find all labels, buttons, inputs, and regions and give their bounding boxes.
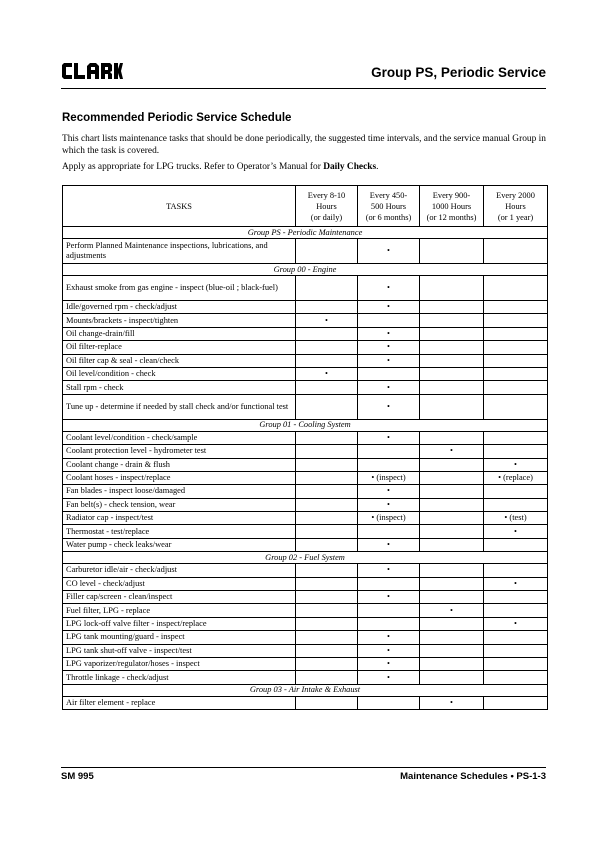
interval-cell-3: [420, 564, 484, 577]
interval-cell-4: •: [484, 525, 548, 538]
task-cell: Oil filter-replace: [63, 341, 296, 354]
interval-cell-3: •: [420, 696, 484, 709]
interval-cell-1: [296, 696, 358, 709]
table-row: [63, 564, 548, 577]
task-cell: Coolant hoses - inspect/replace: [63, 471, 296, 484]
table-row: [63, 671, 548, 684]
interval-cell-3: [420, 394, 484, 419]
interval-cell-2: •: [358, 644, 420, 657]
interval-cell-4: [484, 604, 548, 617]
interval-cell-2: [358, 617, 420, 630]
task-cell: Coolant change - drain & flush: [63, 458, 296, 471]
table-row: [63, 617, 548, 630]
interval-cell-2: •: [358, 431, 420, 444]
table-row: [63, 604, 548, 617]
interval-cell-3: [420, 577, 484, 590]
interval-cell-2: [358, 577, 420, 590]
interval-cell-4: [484, 239, 548, 264]
footer-page-ref: Maintenance Schedules • PS-1-3: [400, 771, 546, 782]
group-header-row: [63, 227, 548, 239]
task-cell: LPG lock-off valve filter - inspect/replace: [63, 617, 296, 630]
interval-cell-1: [296, 631, 358, 644]
interval-cell-4: • (test): [484, 512, 548, 525]
interval-cell-4: •: [484, 617, 548, 630]
table-row: [63, 577, 548, 590]
table-row: [63, 525, 548, 538]
group-header-row: [63, 552, 548, 564]
interval-cell-2: •: [358, 564, 420, 577]
interval-cell-4: •: [484, 458, 548, 471]
task-cell: Oil level/condition - check: [63, 367, 296, 380]
interval-cell-2: [358, 525, 420, 538]
footer-manual-id: SM 995: [61, 771, 94, 782]
interval-cell-1: [296, 617, 358, 630]
table-row: [63, 381, 548, 394]
interval-cell-1: [296, 445, 358, 458]
group-header-row: [63, 264, 548, 276]
interval-cell-1: [296, 591, 358, 604]
interval-cell-2: [358, 445, 420, 458]
intro-text: [62, 133, 548, 177]
interval-cell-2: •: [358, 327, 420, 340]
header-line: Hours: [316, 201, 337, 211]
table-row: [63, 644, 548, 657]
interval-cell-4: [484, 445, 548, 458]
table-row: [63, 431, 548, 444]
table-header-row: [63, 186, 548, 227]
table-body: [63, 227, 548, 710]
interval-cell-1: [296, 354, 358, 367]
task-cell: Carburetor idle/air - check/adjust: [63, 564, 296, 577]
interval-cell-2: •: [358, 301, 420, 314]
interval-cell-3: [420, 341, 484, 354]
task-cell: Exhaust smoke from gas engine - inspect (blue-oil ; black-fuel): [63, 276, 296, 301]
interval-cell-3: [420, 512, 484, 525]
interval-cell-4: [484, 657, 548, 670]
table-row: [63, 471, 548, 484]
interval-cell-3: [420, 631, 484, 644]
interval-cell-2: •: [358, 657, 420, 670]
group-label: Group 01 - Cooling System: [63, 419, 548, 431]
interval-cell-4: [484, 671, 548, 684]
table-row: [63, 327, 548, 340]
table-row: [63, 458, 548, 471]
interval-cell-3: [420, 381, 484, 394]
interval-cell-1: [296, 458, 358, 471]
header-line: Every 900-: [432, 190, 471, 200]
interval-cell-1: [296, 525, 358, 538]
interval-cell-4: [484, 341, 548, 354]
interval-cell-2: [358, 367, 420, 380]
interval-cell-1: [296, 381, 358, 394]
interval-cell-4: [484, 367, 548, 380]
interval-cell-1: [296, 512, 358, 525]
interval-cell-2: •: [358, 276, 420, 301]
table-row: [63, 657, 548, 670]
interval-cell-1: [296, 538, 358, 551]
interval-cell-2: [358, 604, 420, 617]
interval-cell-1: •: [296, 367, 358, 380]
section-title: Recommended Periodic Service Schedule: [62, 112, 292, 124]
intro-paragraph-2: [62, 161, 548, 173]
footer-rule: [61, 767, 546, 768]
task-cell: Air filter element - replace: [63, 696, 296, 709]
interval-cell-3: [420, 327, 484, 340]
interval-cell-4: [484, 381, 548, 394]
header-line: Every 8-10: [307, 190, 346, 200]
header-line: Hours: [505, 201, 526, 211]
group-label: Group 00 - Engine: [63, 264, 548, 276]
header-interval-3: [420, 186, 484, 227]
task-cell: Throttle linkage - check/adjust: [63, 671, 296, 684]
interval-cell-1: [296, 341, 358, 354]
intro-p2-suffix: .: [376, 162, 379, 172]
group-label: Group PS - Periodic Maintenance: [63, 227, 548, 239]
header-line: (or 6 months): [365, 212, 412, 222]
task-cell: Perform Planned Maintenance inspections, lubrications, and adjustments: [63, 239, 296, 264]
interval-cell-1: •: [296, 314, 358, 327]
task-cell: LPG vaporizer/regulator/hoses - inspect: [63, 657, 296, 670]
task-cell: Oil change-drain/fill: [63, 327, 296, 340]
interval-cell-3: [420, 471, 484, 484]
task-cell: Stall rpm - check: [63, 381, 296, 394]
task-cell: Water pump - check leaks/wear: [63, 538, 296, 551]
interval-cell-3: [420, 301, 484, 314]
header-interval-2: [358, 186, 420, 227]
interval-cell-2: • (inspect): [358, 471, 420, 484]
interval-cell-4: • (replace): [484, 471, 548, 484]
group-header-row: [63, 419, 548, 431]
table-row: [63, 538, 548, 551]
interval-cell-2: •: [358, 394, 420, 419]
interval-cell-1: [296, 431, 358, 444]
interval-cell-2: • (inspect): [358, 512, 420, 525]
task-cell: Idle/governed rpm - check/adjust: [63, 301, 296, 314]
interval-cell-1: [296, 471, 358, 484]
interval-cell-4: •: [484, 577, 548, 590]
interval-cell-3: [420, 525, 484, 538]
header-tasks: TASKS: [63, 186, 296, 227]
header-line: (or daily): [310, 212, 343, 222]
header-line: Every 450-: [369, 190, 408, 200]
task-cell: LPG tank shut-off valve - inspect/test: [63, 644, 296, 657]
daily-checks-emphasis: Daily Checks: [323, 162, 377, 172]
intro-p2-prefix: Apply as appropriate for LPG trucks. Refer to Operator’s Manual for: [62, 162, 324, 172]
task-cell: CO level - check/adjust: [63, 577, 296, 590]
table-row: [63, 276, 548, 301]
table-row: [63, 445, 548, 458]
header-interval-1: [296, 186, 358, 227]
interval-cell-4: [484, 696, 548, 709]
table-row: [63, 591, 548, 604]
task-cell: Coolant protection level - hydrometer test: [63, 445, 296, 458]
interval-cell-4: [484, 354, 548, 367]
interval-cell-2: [358, 696, 420, 709]
task-cell: Oil filter cap & seal - clean/check: [63, 354, 296, 367]
table-row: [63, 301, 548, 314]
table-row: [63, 512, 548, 525]
header-line: (or 12 months): [426, 212, 477, 222]
table-row: [63, 696, 548, 709]
interval-cell-3: [420, 367, 484, 380]
table-row: [63, 485, 548, 498]
interval-cell-3: [420, 657, 484, 670]
interval-cell-2: •: [358, 381, 420, 394]
interval-cell-2: •: [358, 354, 420, 367]
interval-cell-3: [420, 314, 484, 327]
interval-cell-1: [296, 564, 358, 577]
header-line: 500 Hours: [370, 201, 407, 211]
header-rule: [61, 88, 546, 89]
interval-cell-2: [358, 458, 420, 471]
interval-cell-4: [484, 538, 548, 551]
table-row: [63, 631, 548, 644]
table-row: [63, 314, 548, 327]
table-row: [63, 341, 548, 354]
service-schedule-table: [62, 185, 548, 710]
interval-cell-4: [484, 327, 548, 340]
interval-cell-2: •: [358, 485, 420, 498]
interval-cell-3: [420, 538, 484, 551]
interval-cell-3: [420, 239, 484, 264]
task-cell: Tune up - determine if needed by stall check and/or functional test: [63, 394, 296, 419]
header-line: 1000 Hours: [431, 201, 472, 211]
header-interval-4: [484, 186, 548, 227]
interval-cell-4: [484, 276, 548, 301]
header-line: Every 2000: [496, 190, 535, 200]
interval-cell-1: [296, 301, 358, 314]
interval-cell-4: [484, 644, 548, 657]
task-cell: Thermostat - test/replace: [63, 525, 296, 538]
interval-cell-3: [420, 591, 484, 604]
interval-cell-2: •: [358, 239, 420, 264]
interval-cell-2: •: [358, 591, 420, 604]
interval-cell-3: [420, 431, 484, 444]
interval-cell-1: [296, 657, 358, 670]
interval-cell-4: [484, 394, 548, 419]
group-header-row: [63, 684, 548, 696]
task-cell: Fan belt(s) - check tension, wear: [63, 498, 296, 511]
table-row: [63, 367, 548, 380]
interval-cell-1: [296, 644, 358, 657]
interval-cell-2: [358, 314, 420, 327]
interval-cell-2: •: [358, 538, 420, 551]
table-row: [63, 394, 548, 419]
interval-cell-1: [296, 671, 358, 684]
interval-cell-1: [296, 276, 358, 301]
interval-cell-1: [296, 604, 358, 617]
group-label: Group 02 - Fuel System: [63, 552, 548, 564]
task-cell: Filler cap/screen - clean/inspect: [63, 591, 296, 604]
interval-cell-4: [484, 564, 548, 577]
interval-cell-4: [484, 631, 548, 644]
interval-cell-4: [484, 485, 548, 498]
interval-cell-3: [420, 458, 484, 471]
interval-cell-1: [296, 577, 358, 590]
header-line: (or 1 year): [497, 212, 534, 222]
interval-cell-2: •: [358, 498, 420, 511]
interval-cell-1: [296, 327, 358, 340]
interval-cell-4: [484, 301, 548, 314]
interval-cell-3: •: [420, 445, 484, 458]
interval-cell-2: •: [358, 671, 420, 684]
interval-cell-4: [484, 431, 548, 444]
task-cell: Fan blades - inspect loose/damaged: [63, 485, 296, 498]
intro-paragraph-1: This chart lists maintenance tasks that should be done periodically, the suggested time intervals, and the service manual Group in which the task is covered.: [62, 134, 546, 156]
table-row: [63, 498, 548, 511]
task-cell: LPG tank mounting/guard - inspect: [63, 631, 296, 644]
interval-cell-4: [484, 591, 548, 604]
task-cell: Radiator cap - inspect/test: [63, 512, 296, 525]
task-cell: Fuel filter, LPG - replace: [63, 604, 296, 617]
interval-cell-1: [296, 394, 358, 419]
clark-logo: [61, 62, 124, 80]
interval-cell-4: [484, 498, 548, 511]
interval-cell-3: [420, 671, 484, 684]
interval-cell-1: [296, 239, 358, 264]
table-row: [63, 354, 548, 367]
interval-cell-3: [420, 485, 484, 498]
interval-cell-1: [296, 498, 358, 511]
interval-cell-3: [420, 276, 484, 301]
interval-cell-3: [420, 644, 484, 657]
task-cell: Mounts/brackets - inspect/tighten: [63, 314, 296, 327]
interval-cell-3: •: [420, 604, 484, 617]
interval-cell-3: [420, 617, 484, 630]
table-row: [63, 239, 548, 264]
interval-cell-1: [296, 485, 358, 498]
interval-cell-2: •: [358, 631, 420, 644]
interval-cell-4: [484, 314, 548, 327]
page-header-title: Group PS, Periodic Service: [371, 65, 546, 80]
interval-cell-3: [420, 354, 484, 367]
group-label: Group 03 - Air Intake & Exhaust: [63, 684, 548, 696]
interval-cell-2: •: [358, 341, 420, 354]
task-cell: Coolant level/condition - check/sample: [63, 431, 296, 444]
interval-cell-3: [420, 498, 484, 511]
